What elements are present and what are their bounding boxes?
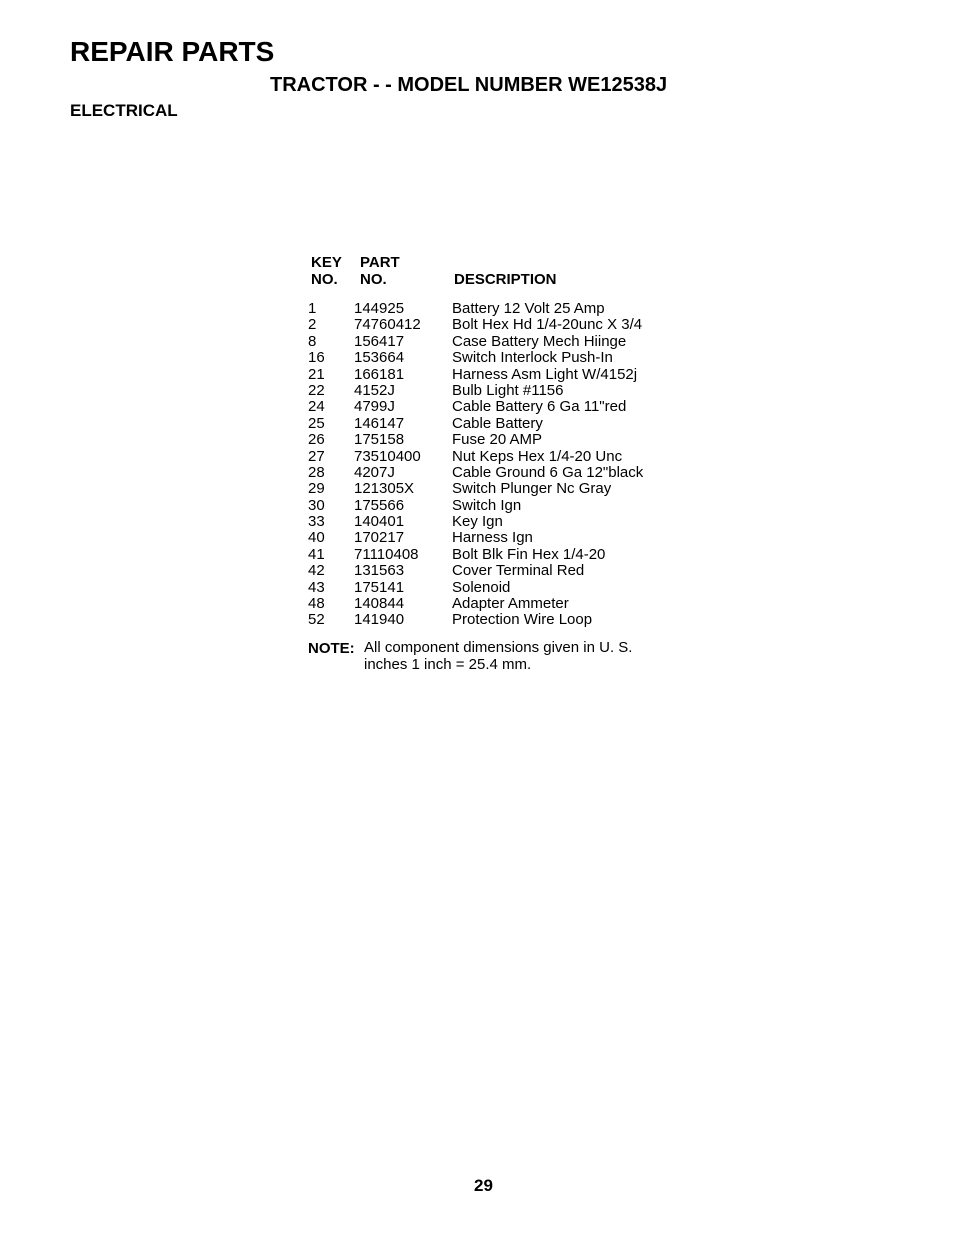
section-title: ELECTRICAL xyxy=(70,101,178,120)
key-no-cell: 41 xyxy=(308,545,325,563)
key-no-cell: 21 xyxy=(308,365,325,383)
description-cell: Harness Asm Light W/4152j xyxy=(452,365,638,383)
description-cell: Fuse 20 AMP xyxy=(452,431,543,449)
key-no-cell: 40 xyxy=(308,529,325,547)
description-cell: Bolt Hex Hd 1/4-20unc X 3/4 xyxy=(452,316,643,334)
description-cell: Bulb Light #1156 xyxy=(452,381,564,399)
description-cell: Harness Ign xyxy=(452,529,533,547)
part-no-cell: 146147 xyxy=(354,414,405,432)
part-no-cell: 71110408 xyxy=(354,545,419,563)
description-cell: Switch Ign xyxy=(452,496,522,514)
key-no-cell: 25 xyxy=(308,414,325,432)
description-cell: Solenoid xyxy=(452,578,511,596)
key-no-header xyxy=(311,254,342,288)
model-title: TRACTOR - - MODEL NUMBER WE12538J xyxy=(270,74,668,96)
part-no-cell: 141940 xyxy=(354,611,405,629)
description-cell: Cable Ground 6 Ga 12"black xyxy=(452,463,644,481)
part-no-cell: 74760412 xyxy=(354,316,421,334)
part-no-cell: 144925 xyxy=(354,300,405,317)
part-header-line1: PART xyxy=(360,254,400,271)
part-no-cell: 140844 xyxy=(354,595,405,613)
key-no-cell: 30 xyxy=(308,496,325,514)
description-cell: Bolt Blk Fin Hex 1/4-20 xyxy=(452,545,606,563)
part-no-cell: 153664 xyxy=(354,349,405,367)
key-no-cell: 28 xyxy=(308,463,325,481)
part-no-cell: 4207J xyxy=(354,463,395,481)
description-cell: Nut Keps Hex 1/4-20 Unc xyxy=(452,447,623,465)
description-cell: Switch Plunger Nc Gray xyxy=(452,480,612,498)
part-no-cell: 170217 xyxy=(354,529,405,547)
key-no-cell: 26 xyxy=(308,431,325,449)
part-header-line2: NO. xyxy=(360,271,387,288)
key-no-cell: 1 xyxy=(308,300,317,317)
key-no-cell: 29 xyxy=(308,480,325,498)
description-cell: Key Ign xyxy=(452,513,503,531)
key-no-cell: 43 xyxy=(308,578,325,596)
note-line2: inches 1 inch = 25.4 mm. xyxy=(364,655,532,673)
part-no-cell: 175158 xyxy=(354,431,405,449)
part-no-cell: 175141 xyxy=(354,578,405,596)
key-no-cell: 24 xyxy=(308,398,325,416)
key-no-cell: 48 xyxy=(308,595,325,613)
description-cell: Battery 12 Volt 25 Amp xyxy=(452,300,605,317)
description-cell: Cable Battery xyxy=(452,414,543,432)
part-no-cell: 121305X xyxy=(354,480,415,498)
part-no-cell: 131563 xyxy=(354,562,405,580)
note-line1: All component dimensions given in U. S. xyxy=(364,639,633,656)
description-header: DESCRIPTION xyxy=(454,271,557,288)
note-text xyxy=(364,640,664,673)
description-cell: Protection Wire Loop xyxy=(452,611,593,629)
part-no-cell: 73510400 xyxy=(354,447,421,465)
page-number: 29 xyxy=(474,1176,493,1195)
part-no-cell: 156417 xyxy=(354,332,405,350)
key-no-cell: 8 xyxy=(308,332,317,350)
description-cell: Cover Terminal Red xyxy=(452,562,585,580)
part-no-cell: 175566 xyxy=(354,496,405,514)
part-no-cell: 140401 xyxy=(354,513,405,531)
key-no-cell: 42 xyxy=(308,562,325,580)
description-cell: Switch Interlock Push-In xyxy=(452,349,613,367)
key-no-cell: 2 xyxy=(308,316,317,334)
key-no-cell: 22 xyxy=(308,381,325,399)
key-header-line2: NO. xyxy=(311,271,338,288)
part-no-cell: 166181 xyxy=(354,365,405,383)
part-no-cell: 4152J xyxy=(354,381,395,399)
page-heading: REPAIR PARTS xyxy=(70,36,275,67)
key-no-cell: 52 xyxy=(308,611,325,629)
key-no-cell: 16 xyxy=(308,349,325,367)
description-cell: Adapter Ammeter xyxy=(452,595,569,613)
key-no-cell: 33 xyxy=(308,513,325,531)
part-no-header xyxy=(360,254,400,288)
description-cell: Cable Battery 6 Ga 11"red xyxy=(452,398,627,416)
description-cell: Case Battery Mech Hiinge xyxy=(452,332,627,350)
part-no-cell: 4799J xyxy=(354,398,395,416)
key-header-line1: KEY xyxy=(311,254,342,271)
note-label: NOTE: xyxy=(308,640,355,657)
key-no-cell: 27 xyxy=(308,447,325,465)
